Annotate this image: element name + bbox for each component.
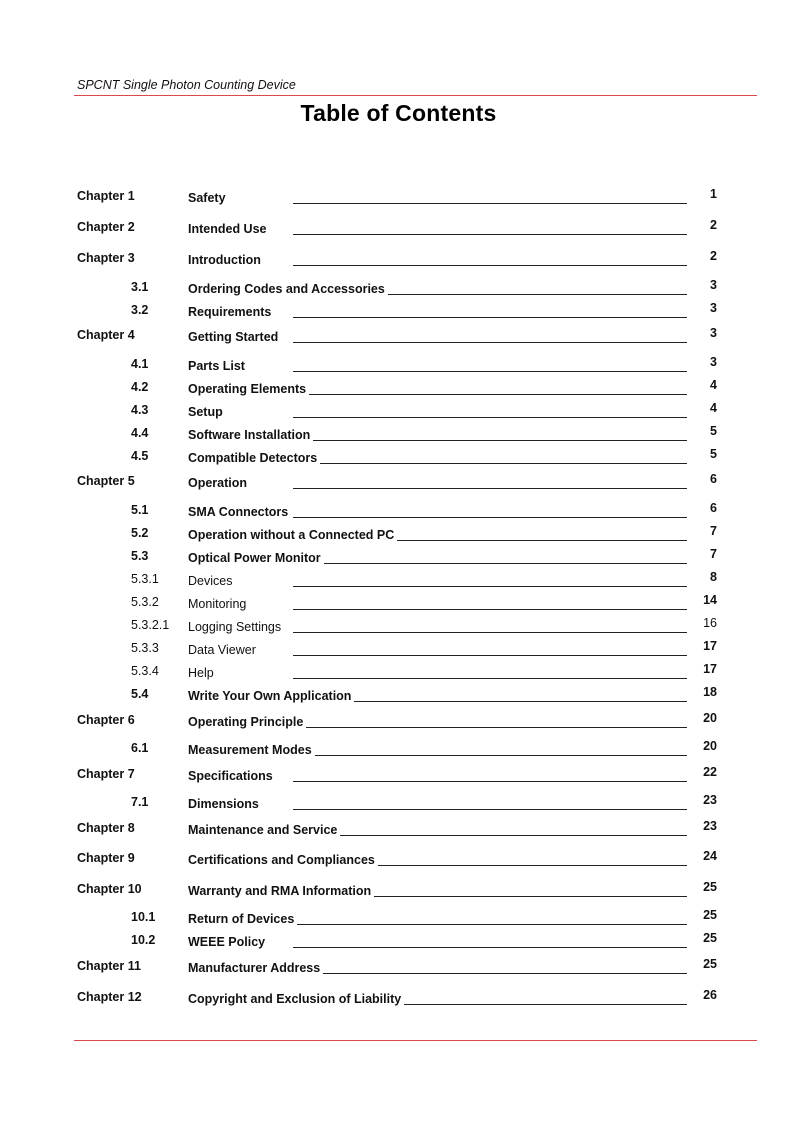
toc-entry-number: 4.5 [131,449,149,463]
toc-entry-number: Chapter 1 [77,189,135,203]
toc-entry-page-number: 16 [703,616,717,630]
toc-leader-line [293,727,687,728]
toc-entry-page-number: 5 [710,447,717,461]
toc-entry-number: 10.2 [131,933,156,947]
toc-entry-number: Chapter 7 [77,767,135,781]
toc-entry-number: 5.3.4 [131,664,159,678]
toc-entry-page-number: 7 [710,547,717,561]
toc-leader-line [293,973,687,974]
toc-entry-page-number: 4 [710,378,717,392]
toc-entry-number: 5.1 [131,503,149,517]
toc-entry-page-number: 2 [710,218,717,232]
toc-entry[interactable] [0,794,793,814]
toc-leader-line [293,655,687,656]
footer-divider [74,1040,757,1041]
toc-leader-line [293,488,687,489]
toc-entry-number: Chapter 9 [77,851,135,865]
toc-entry-page-number: 25 [703,880,717,894]
toc-entry-page-number: 3 [710,301,717,315]
toc-leader-line [293,586,687,587]
toc-entry-number: 5.3.1 [131,572,159,586]
toc-entry-number: Chapter 4 [77,328,135,342]
toc-entry[interactable] [0,617,793,637]
toc-entry-title[interactable]: SMA Connectors [188,504,291,520]
toc-leader-line [293,924,687,925]
toc-entry-title[interactable]: Operating Principle [188,714,306,730]
toc-entry-page-number: 25 [703,931,717,945]
toc-leader-line [293,781,687,782]
toc-entry-title[interactable]: Measurement Modes [188,742,315,758]
toc-entry-page-number: 6 [710,472,717,486]
toc-entry-page-number: 23 [703,819,717,833]
toc-leader-line [293,342,687,343]
toc-entry[interactable] [0,571,793,591]
toc-entry[interactable] [0,640,793,660]
toc-entry-number: Chapter 10 [77,882,142,896]
toc-entry-number: 4.1 [131,357,149,371]
toc-entry-title[interactable]: Setup [188,404,226,420]
toc-entry-title[interactable]: Specifications [188,768,276,784]
toc-leader-line [293,203,687,204]
toc-entry-title[interactable]: Software Installation [188,427,313,443]
toc-entry[interactable] [0,663,793,683]
toc-entry-title[interactable]: Safety [188,190,229,206]
toc-entry-number: 7.1 [131,795,149,809]
toc-entry[interactable] [0,548,793,568]
toc-entry-page-number: 3 [710,355,717,369]
toc-entry-page-number: 8 [710,570,717,584]
toc-entry-page-number: 1 [710,187,717,201]
toc-entry[interactable] [0,379,793,399]
toc-entry-title[interactable]: Optical Power Monitor [188,550,324,566]
toc-leader-line [293,417,687,418]
toc-entry-number: Chapter 5 [77,474,135,488]
toc-entry-page-number: 3 [710,278,717,292]
toc-entry[interactable] [0,448,793,468]
toc-entry-title[interactable]: Ordering Codes and Accessories [188,281,388,297]
toc-entry-title[interactable]: Compatible Detectors [188,450,320,466]
toc-leader-line [293,265,687,266]
toc-entry-page-number: 4 [710,401,717,415]
running-header: SPCNT Single Photon Counting Device [77,78,296,92]
toc-entry[interactable] [0,958,793,978]
toc-entry-number: Chapter 2 [77,220,135,234]
toc-entry-number: 3.2 [131,303,149,317]
toc-entry[interactable] [0,356,793,376]
toc-entry[interactable] [0,594,793,614]
toc-entry-page-number: 20 [703,711,717,725]
toc-entry-title[interactable]: Parts List [188,358,248,374]
toc-leader-line [293,809,687,810]
toc-leader-line [293,632,687,633]
toc-entry-page-number: 20 [703,739,717,753]
toc-leader-line [293,947,687,948]
toc-entry-page-number: 26 [703,988,717,1002]
toc-entry-title[interactable]: Return of Devices [188,911,297,927]
toc-entry[interactable] [0,425,793,445]
toc-entry-title[interactable]: Data Viewer [188,642,259,658]
toc-entry[interactable] [0,525,793,545]
toc-entry[interactable] [0,473,793,493]
toc-entry-number: 5.4 [131,687,149,701]
toc-entry[interactable] [0,327,793,347]
toc-entry-title[interactable]: Devices [188,573,235,589]
toc-leader-line [293,755,687,756]
toc-leader-line [293,371,687,372]
toc-entry-number: 4.2 [131,380,149,394]
toc-entry-title[interactable]: Monitoring [188,596,249,612]
toc-entry-page-number: 22 [703,765,717,779]
toc-entry-page-number: 18 [703,685,717,699]
toc-entry[interactable] [0,740,793,760]
page-title: Table of Contents [300,100,497,126]
toc-entry-number: 5.3.2 [131,595,159,609]
toc-entry-title[interactable]: Operation without a Connected PC [188,527,397,543]
toc-entry-title[interactable]: Getting Started [188,329,281,345]
toc-entry[interactable] [0,402,793,422]
toc-entry[interactable] [0,250,793,270]
toc-entry[interactable] [0,881,793,901]
toc-entry-number: 5.3.3 [131,641,159,655]
toc-entry-number: 3.1 [131,280,149,294]
toc-entry[interactable] [0,686,793,706]
toc-entry-title[interactable]: Operating Elements [188,381,309,397]
toc-entry-title[interactable]: Help [188,665,217,681]
toc-entry-page-number: 24 [703,849,717,863]
toc-entry-page-number: 2 [710,249,717,263]
toc-entry-number: Chapter 12 [77,990,142,1004]
toc-entry[interactable] [0,766,793,786]
toc-entry[interactable] [0,820,793,840]
toc-entry[interactable] [0,909,793,929]
toc-entry[interactable] [0,188,793,208]
toc-entry-number: 4.3 [131,403,149,417]
toc-entry-number: 5.3.2.1 [131,618,170,632]
toc-entry-title[interactable]: Requirements [188,304,274,320]
toc-entry-title[interactable]: WEEE Policy [188,934,268,950]
toc-entry[interactable] [0,850,793,870]
toc-entry-number: Chapter 6 [77,713,135,727]
toc-entry-title[interactable]: Maintenance and Service [188,822,340,838]
toc-entry[interactable] [0,279,793,299]
toc-entry-number: 4.4 [131,426,149,440]
toc-entry-page-number: 6 [710,501,717,515]
toc-leader-line [293,463,687,464]
toc-leader-line [293,517,687,518]
toc-entry-title[interactable]: Operation [188,475,250,491]
toc-entry[interactable] [0,932,793,952]
toc-entry-page-number: 3 [710,326,717,340]
toc-leader-line [293,835,687,836]
toc-entry-page-number: 23 [703,793,717,807]
toc-entry-title[interactable]: Dimensions [188,796,262,812]
toc-entry[interactable] [0,712,793,732]
toc-entry-title[interactable]: Copyright and Exclusion of Liability [188,991,404,1007]
toc-entry-title[interactable]: Logging Settings [188,619,284,635]
toc-entry-number: 6.1 [131,741,149,755]
toc-entry-page-number: 25 [703,908,717,922]
toc-entry-number: 5.2 [131,526,149,540]
toc-entry-number: 10.1 [131,910,156,924]
toc-entry-page-number: 17 [703,639,717,653]
toc-entry-number: Chapter 3 [77,251,135,265]
toc-leader-line [293,317,687,318]
toc-leader-line [293,678,687,679]
toc-entry-number: Chapter 11 [77,959,141,973]
toc-entry-title[interactable]: Intended Use [188,221,270,237]
toc-entry-number: Chapter 8 [77,821,135,835]
toc-entry-title[interactable]: Write Your Own Application [188,688,354,704]
toc-entry-title[interactable]: Introduction [188,252,264,268]
toc-entry-title[interactable]: Warranty and RMA Information [188,883,374,899]
toc-entry-page-number: 7 [710,524,717,538]
toc-entry-title[interactable]: Manufacturer Address [188,960,323,976]
toc-entry[interactable] [0,989,793,1009]
toc-entry[interactable] [0,502,793,522]
toc-entry-page-number: 25 [703,957,717,971]
toc-entry-page-number: 5 [710,424,717,438]
toc-leader-line [293,440,687,441]
toc-entry-page-number: 14 [703,593,717,607]
toc-entry[interactable] [0,302,793,322]
toc-entry-title[interactable]: Certifications and Compliances [188,852,378,868]
toc-entry-number: 5.3 [131,549,149,563]
toc-entry[interactable] [0,219,793,239]
toc-leader-line [293,609,687,610]
toc-entry-page-number: 17 [703,662,717,676]
toc-leader-line [293,394,687,395]
toc-leader-line [293,563,687,564]
toc-leader-line [293,234,687,235]
